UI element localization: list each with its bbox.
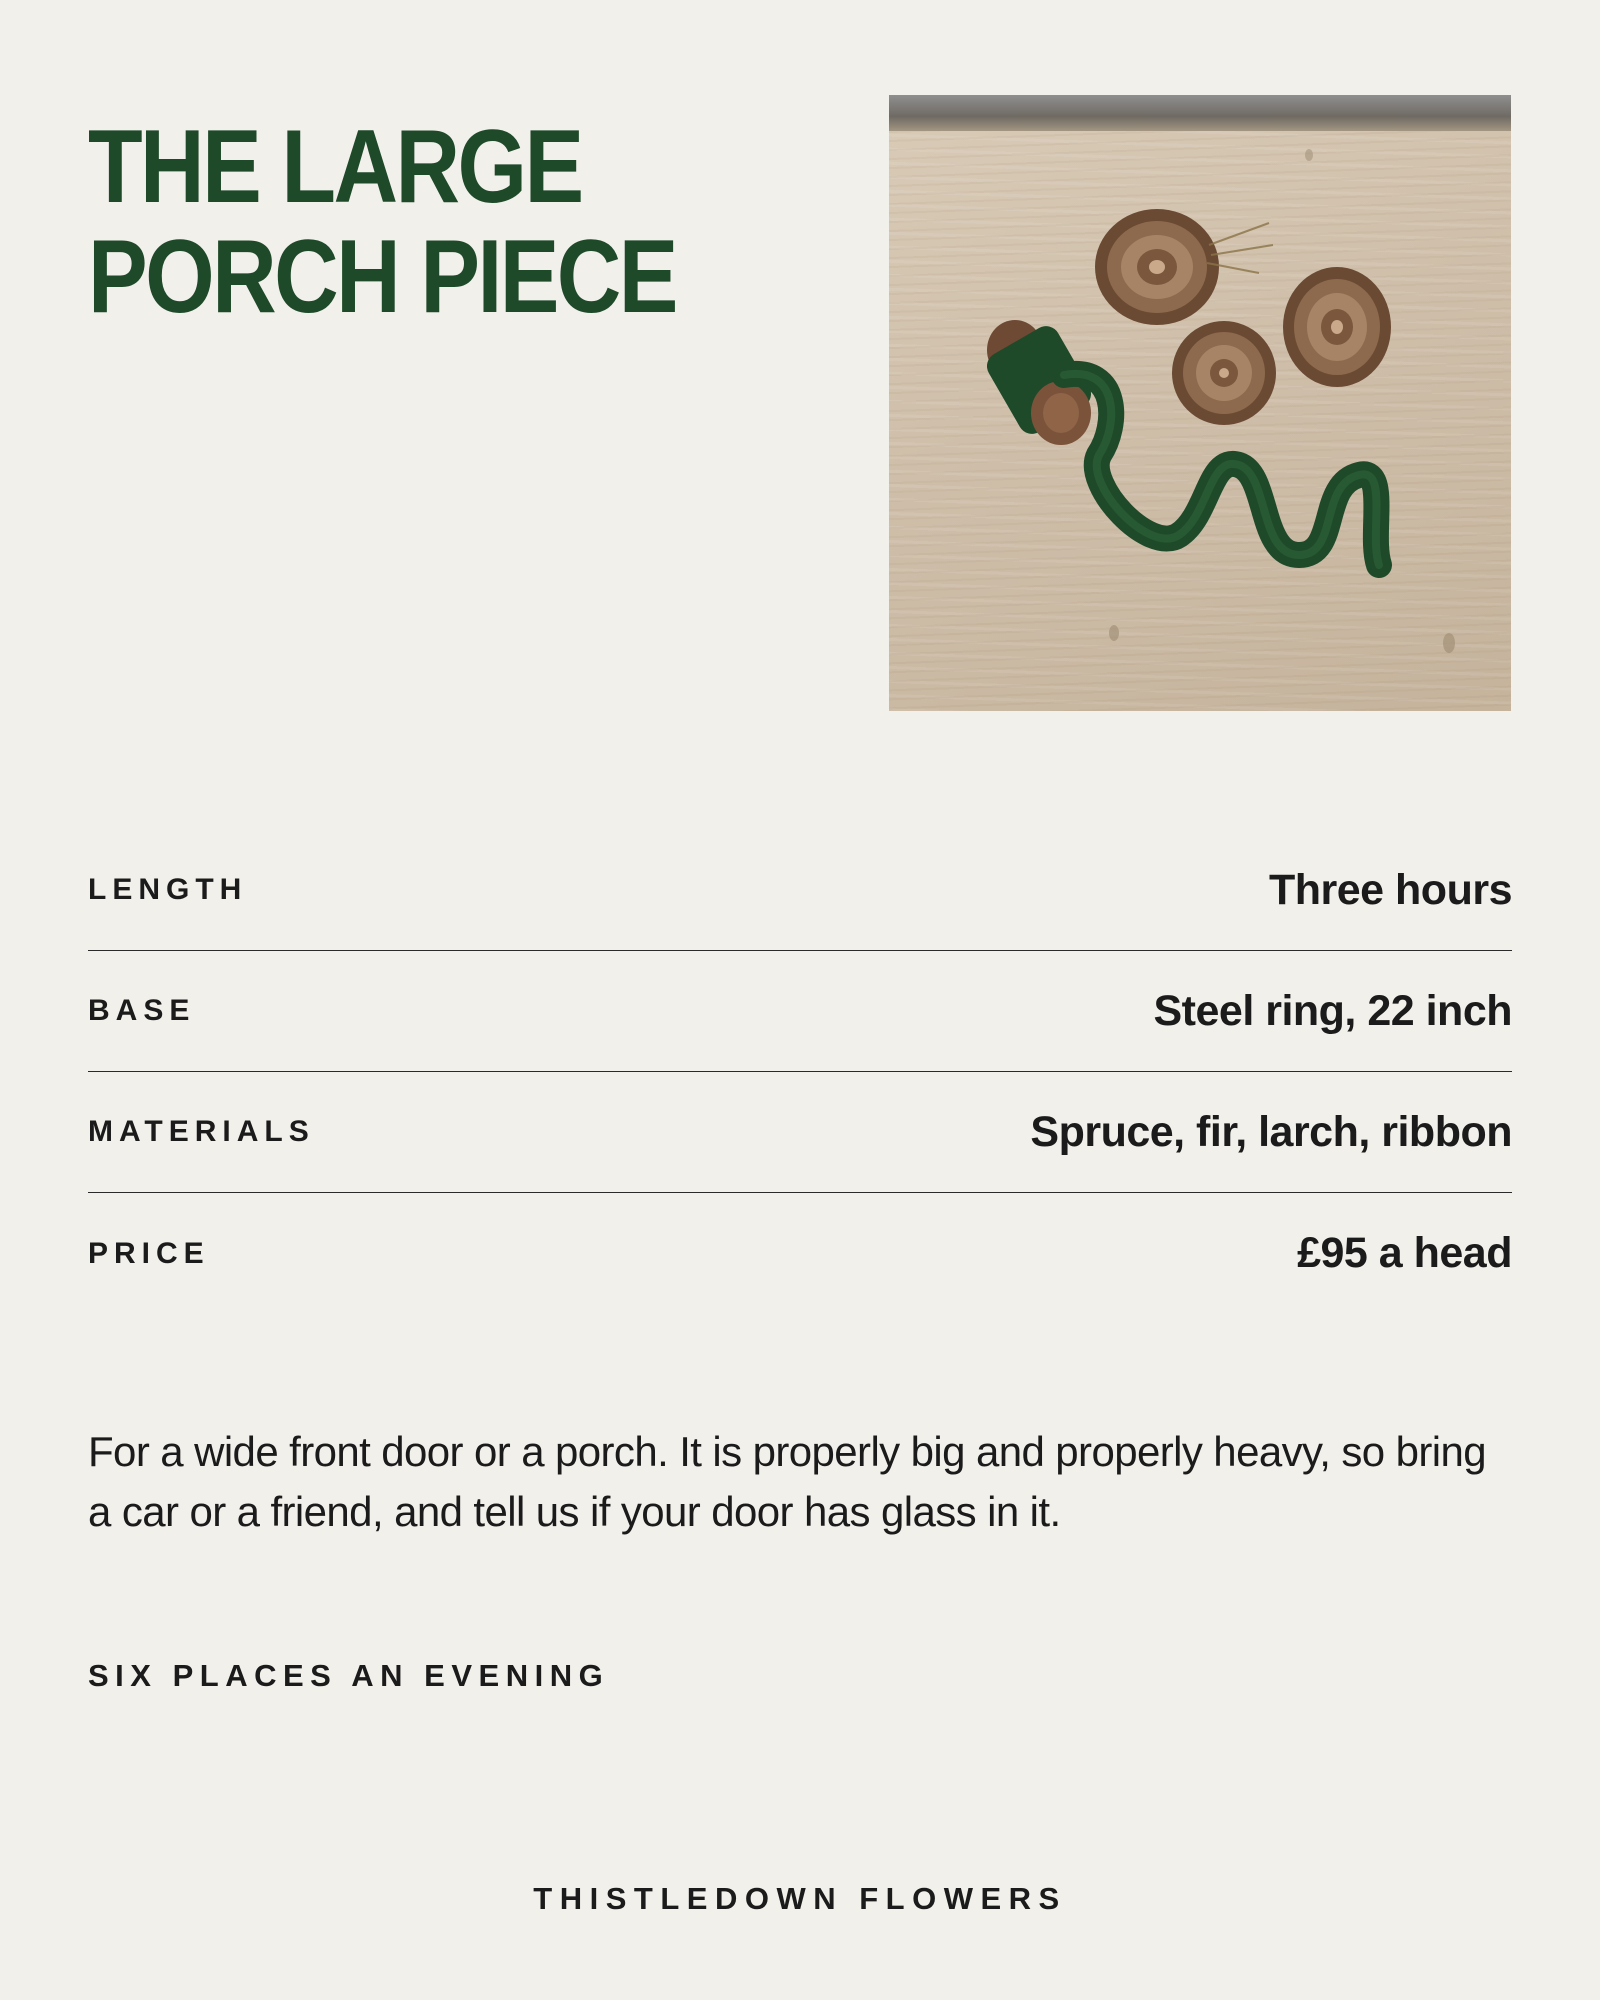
spec-row-length [88,830,1512,951]
spec-label: MATERIALS [88,1115,315,1148]
brand-name: THISTLEDOWN FLOWERS [533,1881,1067,1916]
spec-label: BASE [88,994,196,1027]
title-line-1: THE LARGE [88,109,582,225]
spec-value: Three hours [1269,865,1512,914]
product-description: For a wide front door or a porch. It is properly big and properly heavy, so bring a car or a friend, and tell us if your door has glass in it. [88,1428,1487,1535]
spec-row-price [88,1193,1512,1314]
product-photo [889,95,1511,711]
spec-value: £95 a head [1297,1229,1512,1277]
spec-row-materials [88,1072,1512,1193]
photo-illustration [889,95,1511,711]
spec-label: LENGTH [88,873,248,906]
pine-cone-icon [1095,209,1219,325]
page-title [88,109,707,335]
spec-label: PRICE [88,1236,210,1270]
spec-row-base [88,951,1512,1072]
spec-value: Spruce, fir, larch, ribbon [1030,1107,1512,1156]
spec-list [88,830,1512,1314]
pine-cone-icon [1283,267,1391,387]
capacity-note: SIX PLACES AN EVENING [88,1658,610,1693]
pine-cone-icon [1172,321,1276,425]
spec-value: Steel ring, 22 inch [1153,986,1512,1035]
title-line-2: PORCH PIECE [88,219,676,335]
